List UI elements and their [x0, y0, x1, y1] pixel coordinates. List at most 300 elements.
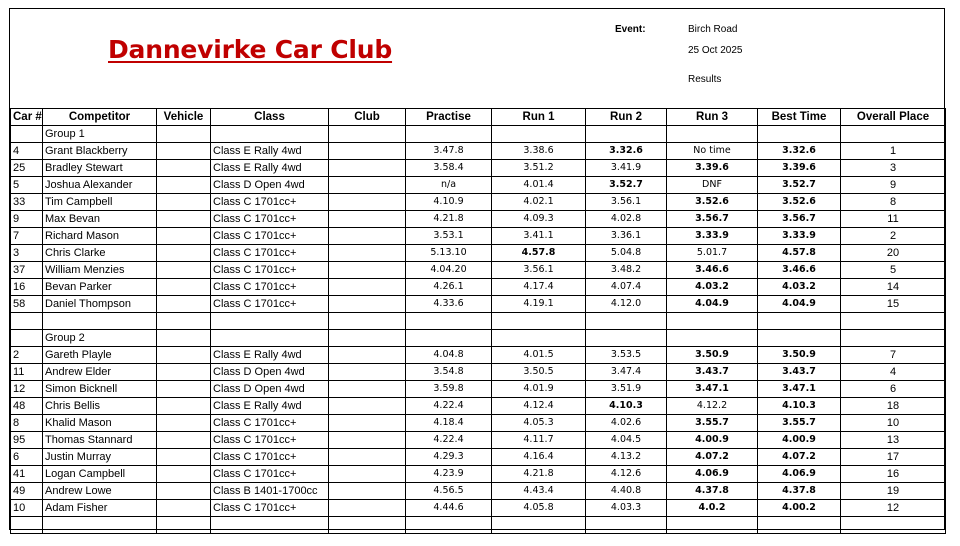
run1-time: 4.43.4	[492, 483, 586, 500]
empty-cell	[667, 330, 758, 347]
empty-cell	[329, 313, 406, 330]
club	[329, 245, 406, 262]
run2-time: 4.07.4	[586, 279, 667, 296]
car-number: 3	[11, 245, 43, 262]
table-row	[11, 194, 946, 211]
vehicle	[157, 245, 211, 262]
car-number: 48	[11, 398, 43, 415]
run2-time: 4.12.6	[586, 466, 667, 483]
overall-place: 2	[841, 228, 946, 245]
practise-time: n/a	[406, 177, 492, 194]
club	[329, 398, 406, 415]
event-status: Results	[688, 74, 722, 85]
competitor-name: Daniel Thompson	[43, 296, 157, 313]
overall-place: 3	[841, 160, 946, 177]
competitor-name: Andrew Elder	[43, 364, 157, 381]
empty-cell	[329, 517, 406, 534]
car-number: 33	[11, 194, 43, 211]
table-row	[11, 262, 946, 279]
run3-time: 4.04.9	[667, 296, 758, 313]
best-time: 3.43.7	[758, 364, 841, 381]
practise-time: 4.29.3	[406, 449, 492, 466]
empty-cell	[406, 126, 492, 143]
car-number: 49	[11, 483, 43, 500]
run3-time: 4.03.2	[667, 279, 758, 296]
run1-time: 4.01.5	[492, 347, 586, 364]
empty-cell	[406, 517, 492, 534]
best-time: 4.06.9	[758, 466, 841, 483]
empty-cell	[758, 517, 841, 534]
results-sheet	[9, 8, 945, 530]
class: Class C 1701cc+	[211, 449, 329, 466]
class: Class C 1701cc+	[211, 228, 329, 245]
practise-time: 4.26.1	[406, 279, 492, 296]
overall-place: 6	[841, 381, 946, 398]
empty-cell	[11, 126, 43, 143]
club	[329, 432, 406, 449]
club-title: Dannevirke Car Club	[108, 35, 393, 64]
run3-time: 3.47.1	[667, 381, 758, 398]
run3-time: 4.00.9	[667, 432, 758, 449]
practise-time: 3.53.1	[406, 228, 492, 245]
competitor-name: Max Bevan	[43, 211, 157, 228]
table-row	[11, 228, 946, 245]
run3-time: 4.12.2	[667, 398, 758, 415]
vehicle	[157, 279, 211, 296]
class: Class C 1701cc+	[211, 296, 329, 313]
col-header-vehicle: Vehicle	[157, 109, 211, 126]
car-number: 5	[11, 177, 43, 194]
competitor-name: Chris Clarke	[43, 245, 157, 262]
practise-time: 3.47.8	[406, 143, 492, 160]
table-row	[11, 211, 946, 228]
empty-cell	[211, 517, 329, 534]
table-row	[11, 415, 946, 432]
run3-time: 4.06.9	[667, 466, 758, 483]
empty-cell	[667, 313, 758, 330]
empty-cell	[329, 330, 406, 347]
results-body	[11, 126, 946, 534]
competitor-name: Grant Blackberry	[43, 143, 157, 160]
run2-time: 5.04.8	[586, 245, 667, 262]
practise-time: 4.10.9	[406, 194, 492, 211]
competitor-name: Chris Bellis	[43, 398, 157, 415]
car-number: 95	[11, 432, 43, 449]
club	[329, 279, 406, 296]
overall-place: 15	[841, 296, 946, 313]
empty-cell	[758, 330, 841, 347]
run3-time: 3.50.9	[667, 347, 758, 364]
practise-time: 3.58.4	[406, 160, 492, 177]
overall-place: 1	[841, 143, 946, 160]
col-header-car: Car #	[11, 109, 43, 126]
run1-time: 4.19.1	[492, 296, 586, 313]
run3-time: 5.01.7	[667, 245, 758, 262]
run1-time: 3.41.1	[492, 228, 586, 245]
empty-cell	[586, 313, 667, 330]
vehicle	[157, 483, 211, 500]
overall-place: 13	[841, 432, 946, 449]
run3-time: 3.46.6	[667, 262, 758, 279]
run2-time: 4.10.3	[586, 398, 667, 415]
group-label: Group 2	[43, 330, 157, 347]
vehicle	[157, 500, 211, 517]
competitor-name: Bradley Stewart	[43, 160, 157, 177]
empty-cell	[586, 330, 667, 347]
run1-time: 4.17.4	[492, 279, 586, 296]
results-table	[10, 108, 946, 534]
run2-time: 3.53.5	[586, 347, 667, 364]
practise-time: 4.04.8	[406, 347, 492, 364]
table-row	[11, 483, 946, 500]
empty-cell	[758, 126, 841, 143]
car-number: 12	[11, 381, 43, 398]
run2-time: 3.51.9	[586, 381, 667, 398]
best-time: 3.46.6	[758, 262, 841, 279]
overall-place: 11	[841, 211, 946, 228]
empty-cell	[211, 126, 329, 143]
practise-time: 4.44.6	[406, 500, 492, 517]
overall-place: 5	[841, 262, 946, 279]
class: Class C 1701cc+	[211, 262, 329, 279]
best-time: 4.04.9	[758, 296, 841, 313]
run3-time: 3.43.7	[667, 364, 758, 381]
overall-place: 12	[841, 500, 946, 517]
run2-time: 4.04.5	[586, 432, 667, 449]
run2-time: 3.48.2	[586, 262, 667, 279]
table-row	[11, 279, 946, 296]
run1-time: 4.16.4	[492, 449, 586, 466]
run1-time: 4.05.3	[492, 415, 586, 432]
class: Class C 1701cc+	[211, 466, 329, 483]
run1-time: 4.12.4	[492, 398, 586, 415]
empty-cell	[667, 126, 758, 143]
run2-time: 4.03.3	[586, 500, 667, 517]
run3-time: 3.56.7	[667, 211, 758, 228]
empty-cell	[157, 517, 211, 534]
class: Class C 1701cc+	[211, 415, 329, 432]
class: Class B 1401-1700cc	[211, 483, 329, 500]
empty-cell	[586, 126, 667, 143]
vehicle	[157, 211, 211, 228]
club	[329, 211, 406, 228]
table-row	[11, 347, 946, 364]
empty-cell	[492, 517, 586, 534]
practise-time: 4.22.4	[406, 432, 492, 449]
competitor-name: Khalid Mason	[43, 415, 157, 432]
competitor-name: Richard Mason	[43, 228, 157, 245]
col-header-overall-place: Overall Place	[841, 109, 946, 126]
empty-cell	[758, 313, 841, 330]
overall-place: 10	[841, 415, 946, 432]
col-header-best-time: Best Time	[758, 109, 841, 126]
event-name: Birch Road	[688, 24, 738, 35]
class: Class D Open 4wd	[211, 177, 329, 194]
table-row	[11, 143, 946, 160]
club	[329, 143, 406, 160]
empty-cell	[406, 313, 492, 330]
best-time: 4.10.3	[758, 398, 841, 415]
table-row	[11, 381, 946, 398]
class: Class E Rally 4wd	[211, 347, 329, 364]
class: Class E Rally 4wd	[211, 398, 329, 415]
car-number: 58	[11, 296, 43, 313]
best-time: 3.39.6	[758, 160, 841, 177]
overall-place: 9	[841, 177, 946, 194]
best-time: 3.32.6	[758, 143, 841, 160]
club	[329, 500, 406, 517]
class: Class E Rally 4wd	[211, 160, 329, 177]
club	[329, 177, 406, 194]
run3-time: 3.33.9	[667, 228, 758, 245]
best-time: 4.07.2	[758, 449, 841, 466]
run1-time: 3.38.6	[492, 143, 586, 160]
practise-time: 4.04.20	[406, 262, 492, 279]
vehicle	[157, 347, 211, 364]
car-number: 9	[11, 211, 43, 228]
empty-cell	[11, 330, 43, 347]
run3-time: DNF	[667, 177, 758, 194]
class: Class C 1701cc+	[211, 500, 329, 517]
empty-cell	[492, 330, 586, 347]
run2-time: 4.02.6	[586, 415, 667, 432]
run3-time: 4.0.2	[667, 500, 758, 517]
practise-time: 4.56.5	[406, 483, 492, 500]
competitor-name: Gareth Playle	[43, 347, 157, 364]
vehicle	[157, 398, 211, 415]
competitor-name: Andrew Lowe	[43, 483, 157, 500]
vehicle	[157, 449, 211, 466]
run2-time: 3.52.7	[586, 177, 667, 194]
best-time: 3.47.1	[758, 381, 841, 398]
table-row	[11, 466, 946, 483]
class: Class E Rally 4wd	[211, 143, 329, 160]
empty-cell	[841, 313, 946, 330]
empty-cell	[11, 517, 43, 534]
run2-time: 4.02.8	[586, 211, 667, 228]
vehicle	[157, 381, 211, 398]
empty-cell	[211, 313, 329, 330]
best-time: 3.33.9	[758, 228, 841, 245]
vehicle	[157, 296, 211, 313]
spacer-row	[11, 313, 946, 330]
overall-place: 16	[841, 466, 946, 483]
vehicle	[157, 194, 211, 211]
class: Class C 1701cc+	[211, 432, 329, 449]
empty-cell	[43, 313, 157, 330]
competitor-name: Justin Murray	[43, 449, 157, 466]
practise-time: 4.23.9	[406, 466, 492, 483]
car-number: 7	[11, 228, 43, 245]
run3-time: 4.37.8	[667, 483, 758, 500]
run1-time: 4.02.1	[492, 194, 586, 211]
car-number: 25	[11, 160, 43, 177]
practise-time: 4.33.6	[406, 296, 492, 313]
table-row	[11, 398, 946, 415]
col-header-practise: Practise	[406, 109, 492, 126]
col-header-run1: Run 1	[492, 109, 586, 126]
competitor-name: Logan Campbell	[43, 466, 157, 483]
vehicle	[157, 262, 211, 279]
run1-time: 4.01.4	[492, 177, 586, 194]
best-time: 3.55.7	[758, 415, 841, 432]
overall-place: 19	[841, 483, 946, 500]
practise-time: 4.21.8	[406, 211, 492, 228]
col-header-class: Class	[211, 109, 329, 126]
run3-time: 3.39.6	[667, 160, 758, 177]
car-number: 37	[11, 262, 43, 279]
best-time: 4.37.8	[758, 483, 841, 500]
club	[329, 296, 406, 313]
empty-cell	[157, 313, 211, 330]
competitor-name: Bevan Parker	[43, 279, 157, 296]
run3-time: 4.07.2	[667, 449, 758, 466]
run2-time: 3.47.4	[586, 364, 667, 381]
col-header-run2: Run 2	[586, 109, 667, 126]
run2-time: 3.32.6	[586, 143, 667, 160]
run1-time: 4.21.8	[492, 466, 586, 483]
competitor-name: Simon Bicknell	[43, 381, 157, 398]
run2-time: 3.41.9	[586, 160, 667, 177]
overall-place: 4	[841, 364, 946, 381]
class: Class D Open 4wd	[211, 381, 329, 398]
club	[329, 347, 406, 364]
car-number: 10	[11, 500, 43, 517]
vehicle	[157, 143, 211, 160]
empty-cell	[11, 313, 43, 330]
empty-cell	[43, 517, 157, 534]
table-row	[11, 432, 946, 449]
overall-place: 18	[841, 398, 946, 415]
club	[329, 364, 406, 381]
car-number: 2	[11, 347, 43, 364]
best-time: 3.52.6	[758, 194, 841, 211]
car-number: 4	[11, 143, 43, 160]
vehicle	[157, 160, 211, 177]
group-header-row	[11, 330, 946, 347]
class: Class C 1701cc+	[211, 245, 329, 262]
overall-place: 7	[841, 347, 946, 364]
car-number: 8	[11, 415, 43, 432]
club	[329, 381, 406, 398]
empty-cell	[841, 126, 946, 143]
col-header-run3: Run 3	[667, 109, 758, 126]
table-row	[11, 160, 946, 177]
competitor-name: Tim Campbell	[43, 194, 157, 211]
best-time: 3.52.7	[758, 177, 841, 194]
vehicle	[157, 228, 211, 245]
empty-cell	[157, 330, 211, 347]
run1-time: 4.01.9	[492, 381, 586, 398]
competitor-name: Joshua Alexander	[43, 177, 157, 194]
best-time: 3.56.7	[758, 211, 841, 228]
header-row	[11, 109, 946, 126]
practise-time: 3.54.8	[406, 364, 492, 381]
overall-place: 8	[841, 194, 946, 211]
club	[329, 466, 406, 483]
vehicle	[157, 466, 211, 483]
car-number: 41	[11, 466, 43, 483]
practise-time: 5.13.10	[406, 245, 492, 262]
best-time: 4.57.8	[758, 245, 841, 262]
run1-time: 3.50.5	[492, 364, 586, 381]
club	[329, 228, 406, 245]
run3-time: 3.55.7	[667, 415, 758, 432]
best-time: 3.50.9	[758, 347, 841, 364]
class: Class C 1701cc+	[211, 211, 329, 228]
run1-time: 4.09.3	[492, 211, 586, 228]
car-number: 16	[11, 279, 43, 296]
run1-time: 3.51.2	[492, 160, 586, 177]
run1-time: 4.11.7	[492, 432, 586, 449]
class: Class C 1701cc+	[211, 194, 329, 211]
practise-time: 3.59.8	[406, 381, 492, 398]
empty-cell	[211, 330, 329, 347]
empty-cell	[841, 330, 946, 347]
table-row	[11, 296, 946, 313]
club	[329, 415, 406, 432]
table-row	[11, 449, 946, 466]
empty-cell	[841, 517, 946, 534]
run3-time: 3.52.6	[667, 194, 758, 211]
car-number: 6	[11, 449, 43, 466]
practise-time: 4.18.4	[406, 415, 492, 432]
overall-place: 20	[841, 245, 946, 262]
class: Class D Open 4wd	[211, 364, 329, 381]
run1-time: 4.05.8	[492, 500, 586, 517]
best-time: 4.03.2	[758, 279, 841, 296]
empty-cell	[492, 313, 586, 330]
table-row	[11, 177, 946, 194]
class: Class C 1701cc+	[211, 279, 329, 296]
empty-cell	[586, 517, 667, 534]
event-label: Event:	[615, 24, 646, 35]
empty-cell	[157, 126, 211, 143]
run2-time: 3.56.1	[586, 194, 667, 211]
empty-cell	[667, 517, 758, 534]
col-header-competitor: Competitor	[43, 109, 157, 126]
best-time: 4.00.2	[758, 500, 841, 517]
overall-place: 14	[841, 279, 946, 296]
run2-time: 3.36.1	[586, 228, 667, 245]
club	[329, 262, 406, 279]
table-row	[11, 364, 946, 381]
group-label: Group 1	[43, 126, 157, 143]
competitor-name: Adam Fisher	[43, 500, 157, 517]
empty-cell	[329, 126, 406, 143]
run2-time: 4.40.8	[586, 483, 667, 500]
empty-cell	[492, 126, 586, 143]
run2-time: 4.13.2	[586, 449, 667, 466]
car-number: 11	[11, 364, 43, 381]
overall-place: 17	[841, 449, 946, 466]
club	[329, 483, 406, 500]
club	[329, 194, 406, 211]
best-time: 4.00.9	[758, 432, 841, 449]
competitor-name: Thomas Stannard	[43, 432, 157, 449]
run2-time: 4.12.0	[586, 296, 667, 313]
club	[329, 449, 406, 466]
competitor-name: William Menzies	[43, 262, 157, 279]
vehicle	[157, 432, 211, 449]
run1-time: 4.57.8	[492, 245, 586, 262]
empty-cell	[406, 330, 492, 347]
event-date: 25 Oct 2025	[688, 45, 743, 56]
table-row	[11, 500, 946, 517]
practise-time: 4.22.4	[406, 398, 492, 415]
club	[329, 160, 406, 177]
vehicle	[157, 364, 211, 381]
